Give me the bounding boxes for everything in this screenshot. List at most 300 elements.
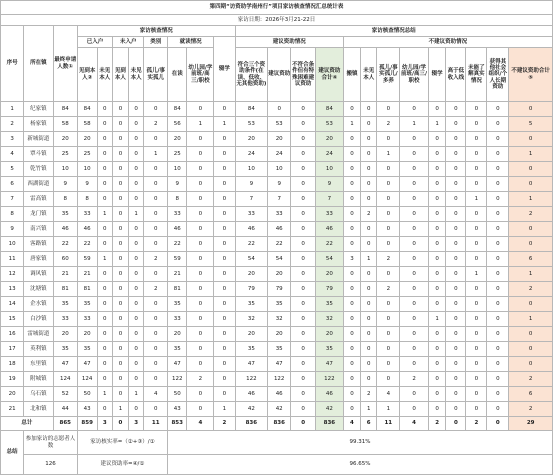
row-town: 东里镇 bbox=[24, 357, 54, 372]
row-value: 0 bbox=[487, 402, 509, 417]
row-value: 81 bbox=[53, 282, 77, 297]
row-value: 9 bbox=[315, 177, 343, 192]
row-value: 0 bbox=[113, 267, 129, 282]
row-value: 0 bbox=[361, 177, 377, 192]
row-value: 0 bbox=[97, 282, 113, 297]
row-value: 33 bbox=[53, 312, 77, 327]
row-value: 0 bbox=[487, 387, 509, 402]
row-value: 0 bbox=[343, 147, 360, 162]
row-value: 0 bbox=[509, 297, 553, 312]
total-row bbox=[1, 417, 553, 431]
row-value: 0 bbox=[466, 117, 487, 132]
row-value: 2 bbox=[361, 207, 377, 222]
header-nr-total: 不建议资助合计⑤ bbox=[509, 48, 553, 102]
row-value: 0 bbox=[97, 327, 113, 342]
row-value: 22 bbox=[235, 237, 268, 252]
table-row bbox=[1, 177, 553, 192]
row-value: 0 bbox=[214, 282, 235, 297]
row-value: 0 bbox=[361, 342, 377, 357]
row-value: 0 bbox=[466, 162, 487, 177]
table-row bbox=[1, 222, 553, 237]
row-value: 0 bbox=[487, 312, 509, 327]
row-value: 0 bbox=[466, 297, 487, 312]
row-seq: 21 bbox=[1, 402, 24, 417]
row-town: 纪家镇 bbox=[24, 102, 54, 117]
row-value: 59 bbox=[77, 252, 97, 267]
row-value: 9 bbox=[268, 177, 291, 192]
row-value: 50 bbox=[77, 387, 97, 402]
row-value: 0 bbox=[509, 102, 553, 117]
row-value: 0 bbox=[400, 162, 429, 177]
row-value: 10 bbox=[268, 162, 291, 177]
row-value: 1 bbox=[377, 402, 400, 417]
row-town: 白沙镇 bbox=[24, 312, 54, 327]
header-nv-not-seen: 未见本人 bbox=[128, 48, 144, 102]
header-nr-dropout: 辍学 bbox=[428, 48, 446, 102]
row-value: 0 bbox=[466, 312, 487, 327]
row-value: 32 bbox=[268, 312, 291, 327]
header-nr-income: 高于低收入线 bbox=[446, 48, 466, 102]
row-value: 0 bbox=[214, 267, 235, 282]
row-town: 英利镇 bbox=[24, 342, 54, 357]
row-value: 0 bbox=[446, 177, 466, 192]
row-value: 0 bbox=[343, 342, 360, 357]
row-value: 0 bbox=[487, 237, 509, 252]
header-rec-total: 建议资助合计④ bbox=[315, 48, 343, 102]
row-value: 42 bbox=[235, 402, 268, 417]
row-value: 0 bbox=[187, 132, 214, 147]
header-employment: 就读情况 bbox=[167, 37, 213, 48]
row-value: 0 bbox=[428, 132, 446, 147]
row-value: 20 bbox=[235, 327, 268, 342]
row-value: 0 bbox=[446, 237, 466, 252]
row-value: 0 bbox=[466, 282, 487, 297]
row-value: 2 bbox=[144, 117, 168, 132]
row-value: 0 bbox=[400, 102, 429, 117]
table-row bbox=[1, 282, 553, 297]
row-town: 沈塘镇 bbox=[24, 282, 54, 297]
row-value: 0 bbox=[509, 237, 553, 252]
row-value: 0 bbox=[361, 102, 377, 117]
row-value: 0 bbox=[428, 402, 446, 417]
row-value: 1 bbox=[509, 267, 553, 282]
row-value: 81 bbox=[167, 282, 187, 297]
row-value: 0 bbox=[343, 102, 360, 117]
row-value: 0 bbox=[466, 207, 487, 222]
row-value: 0 bbox=[361, 357, 377, 372]
row-value: 0 bbox=[487, 102, 509, 117]
row-value: 0 bbox=[214, 132, 235, 147]
row-value: 0 bbox=[377, 297, 400, 312]
row-value: 122 bbox=[167, 372, 187, 387]
row-value: 0 bbox=[97, 357, 113, 372]
row-value: 0 bbox=[187, 147, 214, 162]
row-value: 0 bbox=[214, 102, 235, 117]
row-value: 0 bbox=[214, 312, 235, 327]
row-value: 35 bbox=[77, 297, 97, 312]
row-value: 20 bbox=[315, 267, 343, 282]
row-value: 35 bbox=[53, 297, 77, 312]
row-value: 0 bbox=[187, 387, 214, 402]
row-value: 0 bbox=[428, 162, 446, 177]
header-stage: 幼儿园/学前班/高三/职校 bbox=[187, 48, 214, 102]
row-value: 53 bbox=[268, 117, 291, 132]
row-value: 0 bbox=[446, 222, 466, 237]
row-value: 0 bbox=[466, 402, 487, 417]
row-value: 0 bbox=[400, 297, 429, 312]
row-value: 0 bbox=[113, 132, 129, 147]
row-town: 雷高镇 bbox=[24, 192, 54, 207]
row-value: 2 bbox=[144, 282, 168, 297]
row-value: 0 bbox=[487, 147, 509, 162]
header-nr-moved: 搬镇 bbox=[343, 48, 360, 102]
table-row bbox=[1, 192, 553, 207]
row-value: 0 bbox=[113, 117, 129, 132]
visit-rate-label: 家访核实率=（②+③）/① bbox=[77, 431, 167, 455]
header-orphan: 孤儿/事实孤儿 bbox=[144, 48, 168, 102]
row-town: 乌石镇 bbox=[24, 387, 54, 402]
row-seq: 17 bbox=[1, 342, 24, 357]
row-value: 2 bbox=[509, 207, 553, 222]
row-value: 0 bbox=[446, 312, 466, 327]
table-row bbox=[1, 102, 553, 117]
row-value: 0 bbox=[428, 387, 446, 402]
row-value: 35 bbox=[53, 207, 77, 222]
row-value: 79 bbox=[268, 282, 291, 297]
row-value: 0 bbox=[97, 102, 113, 117]
header-seen: 见到本人② bbox=[77, 48, 97, 102]
row-value: 0 bbox=[466, 357, 487, 372]
row-value: 35 bbox=[315, 342, 343, 357]
table-row bbox=[1, 357, 553, 372]
total-value: 836 bbox=[235, 417, 268, 431]
participants-label: 参加家访的志愿者人数 bbox=[24, 431, 78, 455]
row-value: 122 bbox=[315, 372, 343, 387]
row-value: 0 bbox=[428, 192, 446, 207]
row-value: 21 bbox=[77, 267, 97, 282]
row-value: 0 bbox=[97, 342, 113, 357]
row-value: 0 bbox=[400, 402, 429, 417]
row-town: 企水镇 bbox=[24, 297, 54, 312]
row-value: 0 bbox=[343, 267, 360, 282]
row-value: 10 bbox=[53, 162, 77, 177]
row-value: 44 bbox=[53, 402, 77, 417]
row-value: 1 bbox=[187, 117, 214, 132]
row-value: 0 bbox=[97, 297, 113, 312]
header-seq: 序号 bbox=[1, 26, 24, 102]
row-value: 0 bbox=[361, 222, 377, 237]
row-value: 46 bbox=[315, 387, 343, 402]
row-value: 0 bbox=[187, 192, 214, 207]
row-value: 46 bbox=[315, 222, 343, 237]
row-value: 1 bbox=[144, 147, 168, 162]
row-value: 0 bbox=[377, 192, 400, 207]
row-value: 0 bbox=[377, 372, 400, 387]
row-value: 0 bbox=[466, 102, 487, 117]
row-value: 20 bbox=[167, 132, 187, 147]
total-value: 0 bbox=[113, 417, 129, 431]
row-value: 0 bbox=[144, 357, 168, 372]
row-value: 1 bbox=[214, 402, 235, 417]
row-value: 54 bbox=[235, 252, 268, 267]
row-value: 0 bbox=[428, 327, 446, 342]
row-seq: 1 bbox=[1, 102, 24, 117]
row-value: 0 bbox=[487, 132, 509, 147]
row-value: 0 bbox=[291, 162, 316, 177]
row-value: 0 bbox=[128, 177, 144, 192]
row-value: 0 bbox=[377, 267, 400, 282]
row-value: 0 bbox=[343, 372, 360, 387]
recommend-rate-value: 96.65% bbox=[167, 455, 552, 475]
row-value: 0 bbox=[214, 342, 235, 357]
row-value: 0 bbox=[144, 192, 168, 207]
row-value: 0 bbox=[291, 102, 316, 117]
row-value: 1 bbox=[128, 207, 144, 222]
row-value: 0 bbox=[446, 327, 466, 342]
row-value: 25 bbox=[77, 147, 97, 162]
row-value: 47 bbox=[77, 357, 97, 372]
row-value: 20 bbox=[315, 132, 343, 147]
row-value: 1 bbox=[97, 252, 113, 267]
row-value: 0 bbox=[113, 237, 129, 252]
row-value: 1 bbox=[361, 402, 377, 417]
row-value: 0 bbox=[400, 207, 429, 222]
row-value: 5 bbox=[509, 117, 553, 132]
row-seq: 13 bbox=[1, 282, 24, 297]
row-value: 0 bbox=[509, 342, 553, 357]
table-row bbox=[1, 327, 553, 342]
row-value: 33 bbox=[268, 207, 291, 222]
header-town: 所在镇 bbox=[24, 26, 54, 102]
row-value: 20 bbox=[315, 327, 343, 342]
row-value: 0 bbox=[487, 162, 509, 177]
total-value: 865 bbox=[53, 417, 77, 431]
row-value: 0 bbox=[466, 147, 487, 162]
row-town: 雷城街道 bbox=[24, 327, 54, 342]
row-seq: 9 bbox=[1, 222, 24, 237]
row-value: 0 bbox=[187, 342, 214, 357]
row-value: 47 bbox=[53, 357, 77, 372]
row-value: 42 bbox=[268, 402, 291, 417]
row-value: 46 bbox=[235, 222, 268, 237]
row-value: 22 bbox=[53, 237, 77, 252]
row-value: 0 bbox=[487, 207, 509, 222]
row-value: 58 bbox=[53, 117, 77, 132]
row-value: 60 bbox=[53, 252, 77, 267]
total-value: 2 bbox=[466, 417, 487, 431]
row-value: 0 bbox=[128, 192, 144, 207]
row-value: 0 bbox=[428, 252, 446, 267]
row-value: 20 bbox=[53, 327, 77, 342]
row-value: 33 bbox=[315, 207, 343, 222]
total-value: 4 bbox=[187, 417, 214, 431]
row-value: 53 bbox=[235, 117, 268, 132]
row-value: 0 bbox=[144, 102, 168, 117]
row-value: 0 bbox=[487, 357, 509, 372]
row-value: 0 bbox=[466, 132, 487, 147]
row-value: 10 bbox=[315, 162, 343, 177]
header-recommended: 建议资助情况 bbox=[235, 37, 343, 48]
row-value: 0 bbox=[509, 132, 553, 147]
row-value: 122 bbox=[268, 372, 291, 387]
row-value: 1 bbox=[97, 207, 113, 222]
row-value: 0 bbox=[214, 372, 235, 387]
header-studying: 在读 bbox=[167, 48, 187, 102]
row-value: 0 bbox=[400, 387, 429, 402]
header-not-visited: 未入户 bbox=[113, 37, 144, 48]
row-value: 35 bbox=[77, 342, 97, 357]
row-value: 0 bbox=[361, 147, 377, 162]
row-value: 0 bbox=[377, 132, 400, 147]
row-value: 0 bbox=[446, 207, 466, 222]
row-value: 0 bbox=[400, 192, 429, 207]
row-value: 0 bbox=[291, 342, 316, 357]
summary-label: 总结 bbox=[1, 431, 24, 475]
row-value: 0 bbox=[466, 222, 487, 237]
total-value: 29 bbox=[509, 417, 553, 431]
row-value: 20 bbox=[235, 132, 268, 147]
row-value: 2 bbox=[144, 252, 168, 267]
row-value: 0 bbox=[214, 162, 235, 177]
total-value: 853 bbox=[167, 417, 187, 431]
row-value: 0 bbox=[113, 312, 129, 327]
row-seq: 15 bbox=[1, 312, 24, 327]
row-value: 0 bbox=[128, 132, 144, 147]
row-value: 0 bbox=[343, 222, 360, 237]
row-value: 35 bbox=[315, 297, 343, 312]
row-value: 0 bbox=[361, 282, 377, 297]
row-value: 21 bbox=[167, 267, 187, 282]
row-value: 0 bbox=[377, 207, 400, 222]
row-value: 0 bbox=[291, 312, 316, 327]
row-value: 0 bbox=[361, 297, 377, 312]
row-value: 0 bbox=[97, 222, 113, 237]
total-value: 3 bbox=[128, 417, 144, 431]
row-value: 1 bbox=[97, 387, 113, 402]
row-seq: 3 bbox=[1, 132, 24, 147]
row-value: 0 bbox=[291, 237, 316, 252]
row-value: 47 bbox=[167, 357, 187, 372]
row-value: 0 bbox=[428, 222, 446, 237]
row-value: 0 bbox=[377, 237, 400, 252]
row-seq: 16 bbox=[1, 327, 24, 342]
row-value: 0 bbox=[144, 132, 168, 147]
row-value: 0 bbox=[377, 312, 400, 327]
row-value: 1 bbox=[428, 312, 446, 327]
row-value: 0 bbox=[97, 132, 113, 147]
row-seq: 7 bbox=[1, 192, 24, 207]
header-not-recommended: 不建议资助情况 bbox=[343, 37, 552, 48]
row-value: 0 bbox=[128, 162, 144, 177]
summary-row-2 bbox=[1, 455, 553, 475]
row-value: 54 bbox=[268, 252, 291, 267]
row-value: 0 bbox=[187, 207, 214, 222]
row-value: 0 bbox=[446, 282, 466, 297]
row-value: 0 bbox=[466, 387, 487, 402]
total-value: 836 bbox=[315, 417, 343, 431]
row-value: 0 bbox=[144, 222, 168, 237]
row-value: 35 bbox=[167, 342, 187, 357]
row-value: 0 bbox=[291, 372, 316, 387]
row-value: 122 bbox=[235, 372, 268, 387]
recommend-rate-label: 建议资助率=④/① bbox=[77, 455, 167, 475]
header-nr-unseen: 未见本人 bbox=[361, 48, 377, 102]
row-value: 0 bbox=[113, 177, 129, 192]
row-value: 1 bbox=[466, 267, 487, 282]
row-value: 0 bbox=[144, 207, 168, 222]
total-value: 859 bbox=[77, 417, 97, 431]
row-value: 0 bbox=[291, 252, 316, 267]
row-value: 0 bbox=[428, 267, 446, 282]
table-row bbox=[1, 147, 553, 162]
row-value: 46 bbox=[268, 222, 291, 237]
row-value: 0 bbox=[214, 237, 235, 252]
row-value: 0 bbox=[113, 102, 129, 117]
row-value: 0 bbox=[377, 357, 400, 372]
row-value: 0 bbox=[128, 327, 144, 342]
row-seq: 18 bbox=[1, 357, 24, 372]
row-value: 0 bbox=[400, 267, 429, 282]
row-seq: 6 bbox=[1, 177, 24, 192]
row-value: 0 bbox=[428, 282, 446, 297]
row-value: 0 bbox=[214, 207, 235, 222]
row-value: 0 bbox=[400, 357, 429, 372]
row-value: 3 bbox=[343, 252, 360, 267]
row-value: 0 bbox=[187, 312, 214, 327]
row-value: 0 bbox=[361, 327, 377, 342]
row-value: 0 bbox=[343, 312, 360, 327]
row-value: 1 bbox=[509, 312, 553, 327]
row-value: 0 bbox=[509, 177, 553, 192]
row-town: 新城街道 bbox=[24, 132, 54, 147]
row-value: 0 bbox=[446, 342, 466, 357]
row-value: 0 bbox=[291, 207, 316, 222]
row-value: 1 bbox=[509, 192, 553, 207]
row-value: 0 bbox=[128, 252, 144, 267]
row-seq: 8 bbox=[1, 207, 24, 222]
row-value: 0 bbox=[361, 312, 377, 327]
row-value: 20 bbox=[167, 327, 187, 342]
row-value: 124 bbox=[77, 372, 97, 387]
header-not-seen: 未见本人 bbox=[97, 48, 113, 102]
row-value: 20 bbox=[235, 267, 268, 282]
row-value: 0 bbox=[446, 267, 466, 282]
row-value: 0 bbox=[343, 327, 360, 342]
total-value: 2 bbox=[428, 417, 446, 431]
row-value: 0 bbox=[343, 207, 360, 222]
row-value: 0 bbox=[214, 177, 235, 192]
row-value: 6 bbox=[509, 387, 553, 402]
row-value: 1 bbox=[343, 117, 360, 132]
row-value: 0 bbox=[446, 102, 466, 117]
row-value: 0 bbox=[128, 282, 144, 297]
row-value: 43 bbox=[167, 402, 187, 417]
row-value: 0 bbox=[446, 117, 466, 132]
row-value: 0 bbox=[428, 357, 446, 372]
row-value: 0 bbox=[187, 267, 214, 282]
row-town: 南兴镇 bbox=[24, 222, 54, 237]
row-value: 7 bbox=[235, 192, 268, 207]
row-value: 4 bbox=[377, 387, 400, 402]
row-town: 杨家镇 bbox=[24, 117, 54, 132]
row-value: 0 bbox=[113, 162, 129, 177]
row-value: 20 bbox=[268, 132, 291, 147]
row-value: 0 bbox=[487, 222, 509, 237]
header-visited: 已入户 bbox=[77, 37, 112, 48]
row-value: 0 bbox=[400, 132, 429, 147]
row-value: 0 bbox=[343, 357, 360, 372]
row-value: 0 bbox=[361, 192, 377, 207]
